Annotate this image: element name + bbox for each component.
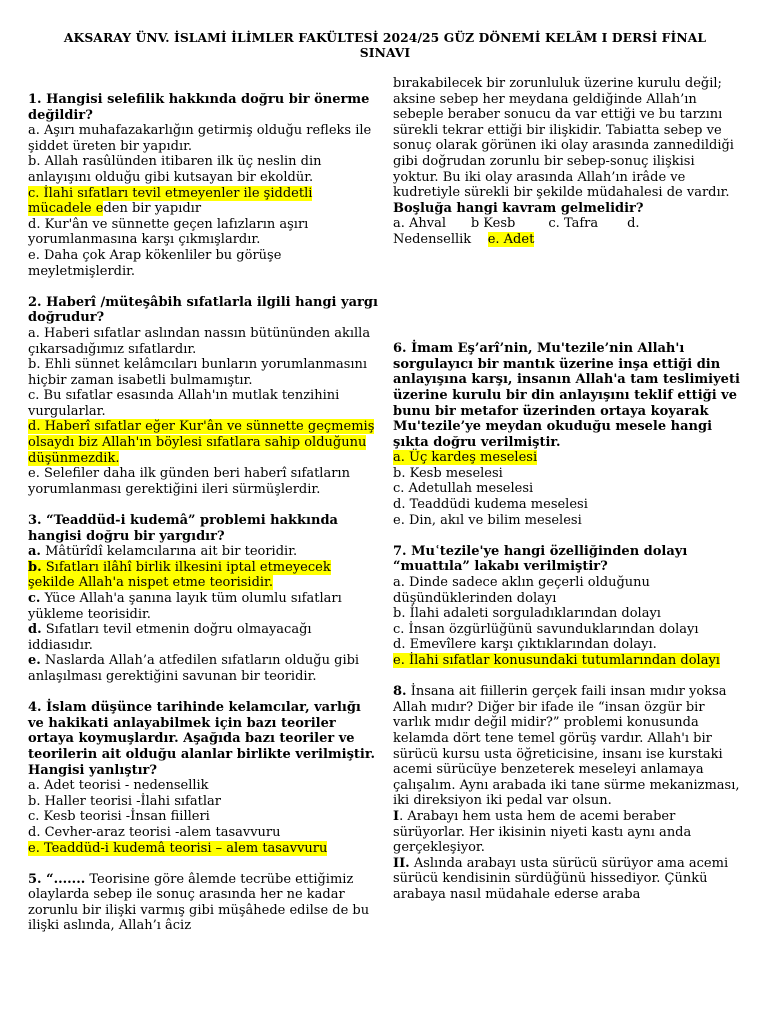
q2-option-a: a. Haberi sıfatlar aslından nassın bütününden akılla çıkarsadığımız sıfatlardır. bbox=[28, 325, 371, 357]
q3-option-c-letter: c. bbox=[28, 591, 41, 606]
q3-option-a bbox=[28, 544, 378, 560]
q5-option-b: b Kesb bbox=[470, 216, 516, 232]
q3-option-d-text: Sıfatları tevil etmenin doğru olmayacağı iddiasıdır. bbox=[28, 622, 312, 653]
q3-option-b-letter: b. bbox=[28, 559, 42, 575]
question-7-title: 7. Muʿtezile'ye hangi özelliğinden dolayı “muattıla” lakabı verilmiştir? bbox=[393, 543, 688, 575]
q3-option-a-letter: a. bbox=[28, 544, 41, 560]
q8-item-ii-label: II. bbox=[393, 855, 410, 871]
q1-option-d: d. Kur'ân ve sünnette geçen lafızların aşırı yorumlanmasına karşı çıkmışlardır. bbox=[28, 216, 309, 248]
q5-text-right-body: bırakabilecek bir zorunluluk üzerine kurulu değil; aksine sebep her meydana geldiğinde Allah’ın sebeple beraber sonucu da var ettiği ve bu tarzını sürekli tekrar ettiği bir ilişkidir. Tabiatta sebep ve sonuç olarak görünen iki olay arasında zannedildiği gibi doğrudan zorunlu bir sebep-sonuç ilişkisi yoktur. Bu iki olay arasında Allah’ın irâde ve kudretiyle sürekli bir şekilde müdahalesi de vardır. bbox=[393, 76, 734, 201]
q2-option-c: c. Bu sıfatlar esasında Allah'ın mutlak tenzihini vurgularlar. bbox=[28, 388, 340, 419]
q5-question: Boşluğa hangi kavram gelmelidir? bbox=[393, 200, 644, 216]
q5-text-right bbox=[393, 76, 743, 216]
q5-option-d-text: Nedensellik bbox=[393, 231, 472, 247]
q3-option-c bbox=[28, 591, 378, 622]
q8-item-i bbox=[393, 809, 743, 856]
q7-option-e-highlighted: e. İlahi sıfatlar konusundaki tutumlarından dolayı bbox=[393, 653, 720, 668]
q3-option-d-letter: d. bbox=[28, 622, 42, 638]
q3-option-d bbox=[28, 622, 378, 653]
q4-option-d: d. Cevher-araz teorisi -alem tasavvuru bbox=[28, 824, 281, 840]
q5-text-left bbox=[28, 872, 378, 934]
q1-option-c bbox=[28, 186, 378, 217]
q8-item-ii-text: Aslında arabayı usta sürücü sürüyor ama acemi sürücü kendisinin sürdüğünü hissediyor. Çünkü arabaya nasıl müdahale ederse araba bbox=[393, 855, 729, 902]
question-1-title: 1. Hangisi selefilik hakkında doğru bir önerme değildir? bbox=[28, 92, 370, 123]
q1-option-c-highlighted: c. İlahi sıfatları tevil etmeyenler ile şiddetli mücadele e bbox=[28, 185, 313, 217]
q4-option-c: c. Kesb teorisi -İnsan fiilleri bbox=[28, 809, 210, 825]
spacer bbox=[393, 263, 743, 341]
q7-option-b: b. İlahi adaleti sorguladıklarından dolayı bbox=[393, 606, 661, 622]
q5-options-row-2 bbox=[393, 232, 743, 248]
left-column bbox=[28, 92, 378, 950]
question-2-title: 2. Haberî /müteşâbih sıfatlarla ilgili hangi yargı doğrudur? bbox=[28, 294, 378, 326]
question-2 bbox=[28, 295, 378, 498]
q8-title: 8. bbox=[393, 684, 407, 700]
q1-option-c-rest: den bir yapıdır bbox=[103, 201, 202, 217]
question-6-title: 6. İmam Eş’arî’nin, Mu'tezile’nin Allah'ı sorgulayıcı bir mantık üzerine inşa ettiği din anlayışına karşı, insanın Allah'a tam teslimiyeti üzerine kurulu bir din anlayışını teklif ettiği ve bunu bir metafor üzerinden ortaya koyarak Mu'tezile’ye meydan okuduğu mesele hangi şıkta doğru verilmiştir. bbox=[393, 341, 740, 450]
q6-option-a-highlighted: a. Üç kardeş meselesi bbox=[393, 450, 538, 466]
q4-option-e bbox=[28, 841, 378, 857]
question-7 bbox=[393, 544, 743, 669]
exam-title: AKSARAY ÜNV. İSLAMİ İLİMLER FAKÜLTESİ 2024/25 GÜZ DÖNEMİ KELÂM I DERSİ FİNAL SINAVI bbox=[63, 30, 707, 60]
q3-option-b bbox=[28, 560, 378, 591]
q6-option-c: c. Adetullah meselesi bbox=[393, 481, 534, 497]
q3-option-e-letter: e. bbox=[28, 653, 41, 669]
right-column bbox=[393, 76, 743, 918]
q3-option-b-text: Sıfatları ilâhî birlik ilkesini iptal etmeyecek şekilde Allah'a nispet etme teorisidir. bbox=[28, 559, 331, 591]
q1-option-b: b. Allah rasûlünden itibaren ilk üç neslin din anlayışını olduğu gibi kutsayan bir ekoldür. bbox=[28, 154, 322, 185]
q3-option-a-text: Mâtürîdî kelamcılarına ait bir teoridir. bbox=[40, 544, 298, 560]
question-5-start bbox=[28, 872, 378, 934]
q8-item-i-text: . Arabayı hem usta hem de acemi beraber sürüyorlar. Her ikisinin niyeti kastı aynı anda gerçekleşiyor. bbox=[393, 808, 692, 856]
q2-option-b: b. Ehli sünnet kelâmcıları bunların yorumlanmasını hiçbir zaman isabetli bulmamıştır. bbox=[28, 357, 368, 388]
q8-intro bbox=[393, 684, 743, 809]
q1-option-a: a. Aşırı muhafazakarlığın getirmiş olduğu refleks ile şiddet üreten bir yapıdır. bbox=[28, 123, 372, 154]
q3-option-e-text: Naslarda Allah’a atfedilen sıfatların olduğu gibi anlaşılması gerektiğini savunan bir teoridir. bbox=[28, 653, 360, 684]
q7-option-d: d. Emevîlere karşı çıktıklarından dolayı. bbox=[393, 637, 657, 653]
q1-option-e: e. Daha çok Arap kökenliler bu görüşe meyletmişlerdir. bbox=[28, 247, 282, 279]
question-6 bbox=[393, 341, 743, 528]
question-3-title: 3. “Teaddüd-i kudemâ” problemi hakkında hangisi doğru bir yargıdır? bbox=[28, 513, 338, 544]
q6-option-d: d. Teaddüdi kudema meselesi bbox=[393, 497, 588, 513]
q5-title: 5. “....... bbox=[28, 871, 86, 887]
question-4 bbox=[28, 700, 378, 856]
q7-option-a: a. Dinde sadece aklın geçerli olduğunu düşündüklerinden dolayı bbox=[393, 575, 650, 606]
question-5-continued bbox=[393, 76, 743, 248]
q3-option-e bbox=[28, 653, 378, 684]
q3-option-c-text: Yüce Allah'a şanına layık tüm olumlu sıfatları yükleme teorisidir. bbox=[28, 591, 342, 622]
q6-option-e: e. Din, akıl ve bilim meselesi bbox=[393, 512, 582, 528]
q4-option-b: b. Haller teorisi -İlahi sıfatlar bbox=[28, 793, 221, 809]
q3-option-b-highlighted bbox=[28, 560, 331, 591]
question-8 bbox=[393, 684, 743, 902]
q5-option-c: c. Tafra bbox=[548, 216, 599, 232]
q6-option-a bbox=[393, 450, 743, 466]
q5-option-e-highlighted: e. Adet bbox=[487, 231, 535, 247]
q2-option-d-highlighted: d. Haberî sıfatlar eğer Kur'ân ve sünnette geçmemiş olsaydı biz Allah'ın böylesi sıfatlara sahip olduğunu düşünmezdik. bbox=[28, 419, 375, 466]
q7-option-e bbox=[393, 653, 743, 669]
q8-item-i-label: I bbox=[393, 808, 400, 824]
q2-option-e: e. Selefiler daha ilk günden beri haberî sıfatların yorumlanması gerektiğini ileri sürmüşlerdir. bbox=[28, 466, 350, 497]
question-3 bbox=[28, 513, 378, 685]
q5-options-row-1 bbox=[393, 216, 743, 232]
q7-option-c: c. İnsan özgürlüğünü savunduklarından dolayı bbox=[393, 621, 699, 637]
q5-option-d: d. bbox=[627, 216, 640, 232]
q5-text-left-body: Teorisine göre âlemde tecrübe ettiğimiz olaylarda sebep ile sonuç arasında her ne kadar zorunlu bir ilişki varmış gibi müşâhede edilse de bu ilişki aslında, Allah’ı âciz bbox=[28, 871, 370, 934]
q6-option-b: b. Kesb meselesi bbox=[393, 465, 503, 481]
q4-option-e-highlighted: e. Teaddüd-i kudemâ teorisi – alem tasavvuru bbox=[28, 840, 328, 856]
q8-item-ii bbox=[393, 856, 743, 903]
q4-option-a: a. Adet teorisi - nedensellik bbox=[28, 778, 209, 794]
q8-intro-text: İnsana ait fiillerin gerçek faili insan mıdır yoksa Allah mıdır? Diğer bir ifade ile “insan özgür bir varlık mıdır değil midir?” problemi konusunda kelamda dört tene temel görüş vardır. Allah'ı bir sürücü kursu usta öğreticisine, insanı ise kurstaki acemi sürücüye benzeterek meseleyi anlamaya çalışalım. Aynı arabada iki tane sürme mekanizması, iki direksiyon iki pedal var olsun. bbox=[393, 684, 740, 809]
question-4-title: 4. İslam düşünce tarihinde kelamcılar, varlığı ve hakikati anlayabilmek için bazı teoriler ortaya koymuşlardır. Aşağıda bazı teoriler ve teorilerin ait olduğu alanlar birlikte verilmiştir. Hangisi yanlıştır? bbox=[28, 700, 376, 778]
question-1 bbox=[28, 92, 378, 279]
q5-option-a: a. Ahval bbox=[393, 216, 447, 232]
q2-option-d bbox=[28, 419, 378, 466]
